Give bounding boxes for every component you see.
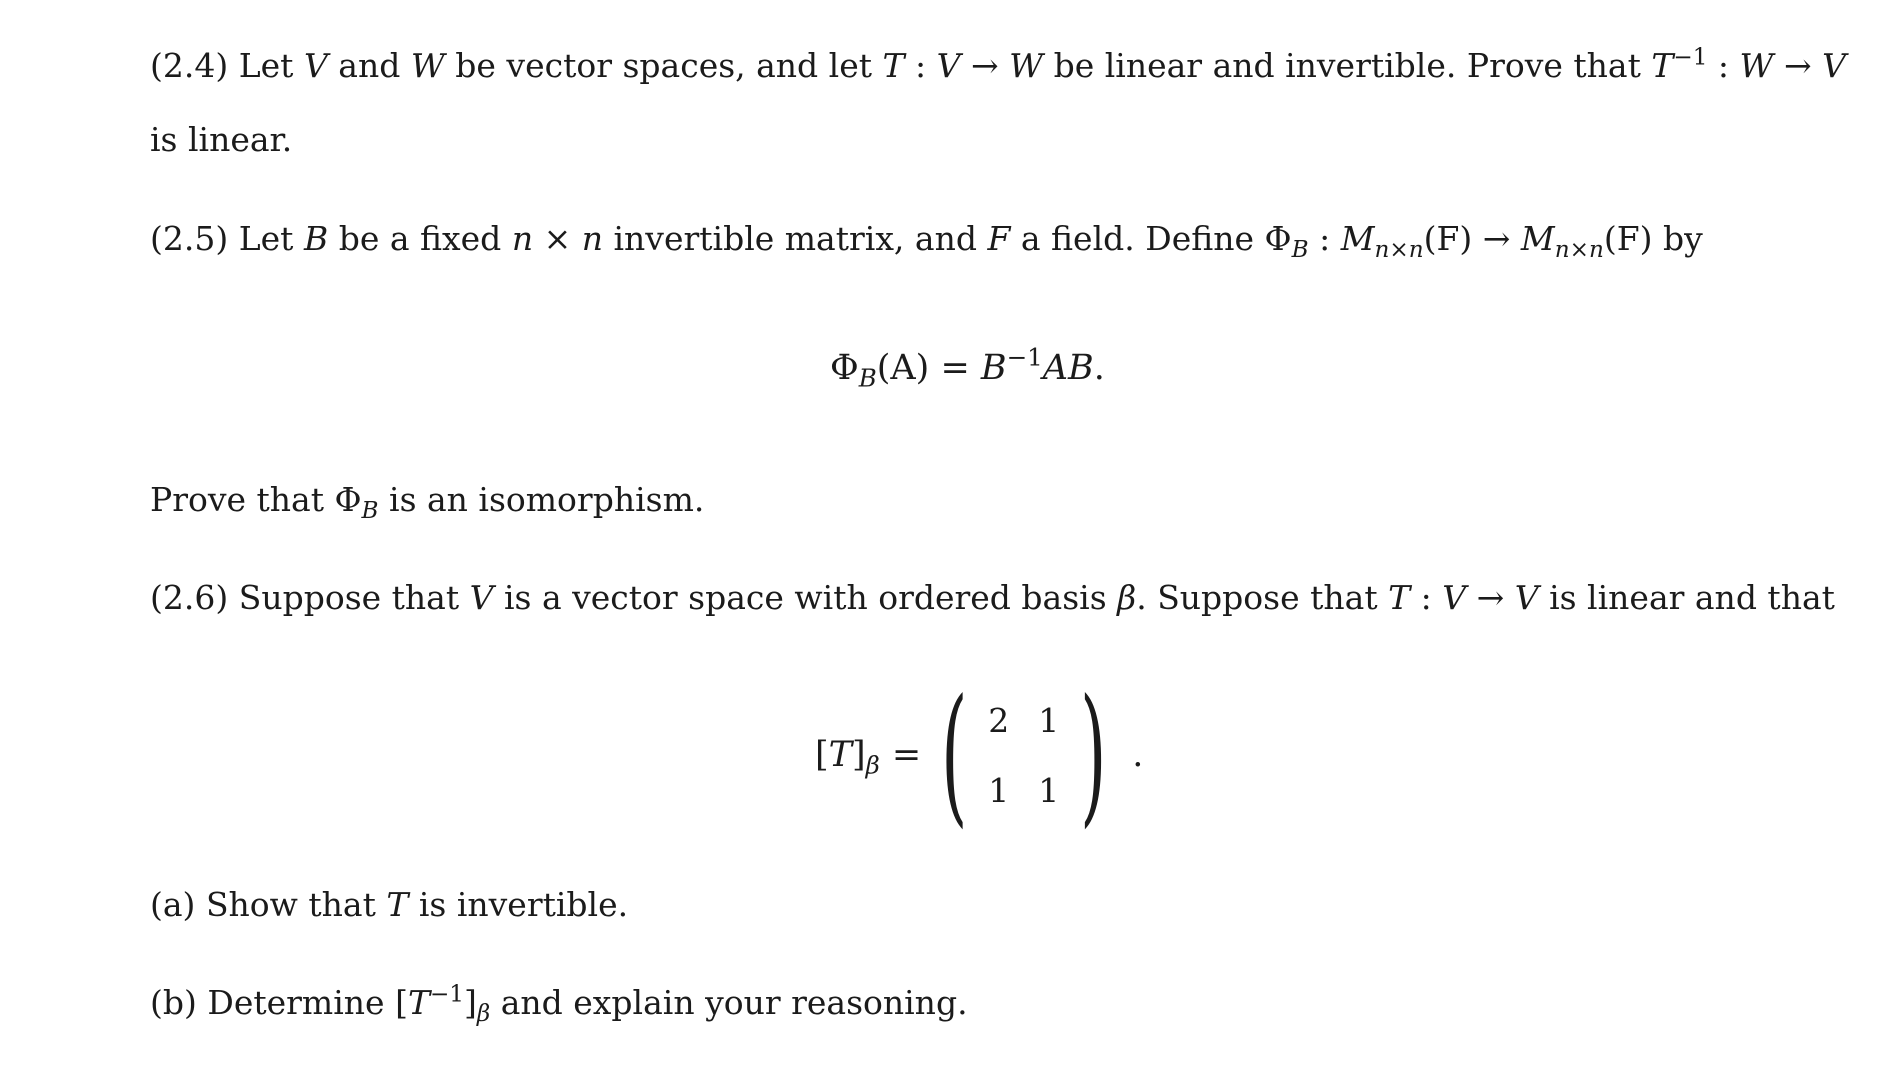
matrix-cell: 1 xyxy=(1038,770,1060,810)
matrix-cell: 1 xyxy=(988,770,1010,810)
matrix-grid xyxy=(974,685,1074,825)
problem-2-5-line-1: (2.5) Let B be a fixed n × n invertible matrix, and F a field. Define $\Phi_B$ : $M_{n\times n}(F) \to M_{n\times n}(F)$ by xyxy=(150,219,1703,263)
problem-2-6-line-1: (2.6) Suppose that V is a vector space with ordered basis β. Suppose that T : V → V is linear and that xyxy=(150,578,1835,617)
matrix-cell: 2 xyxy=(988,700,1010,740)
problem-2-4-line-2: is linear. xyxy=(150,120,293,159)
matrix-cell: 1 xyxy=(1038,700,1060,740)
display-equation-phi: $\Phi_B(A) = B^{-1}AB$. xyxy=(830,342,1105,393)
problem-2-5-prove-line: Prove that $\Phi_B$ is an isomorphism. xyxy=(150,480,705,524)
matrix-label: $[T]_\beta$ xyxy=(815,735,880,780)
problem-2-6-part-b: (b) Determine $[T^{-1}]_\beta$ and explain your reasoning. xyxy=(150,981,968,1027)
right-paren: ) xyxy=(1079,668,1107,842)
problem-number: (2.4) xyxy=(150,46,229,85)
problem-2-4-line-1: (2.4) Let V and W be vector spaces, and let T : V → W be linear and invertible. Prove that $T^{-1}$ : W → V xyxy=(150,44,1846,85)
problem-number: (2.6) xyxy=(150,578,229,617)
problem-2-6-part-a: (a) Show that T is invertible. xyxy=(150,885,629,924)
matrix-display: $[T]_\beta$ = ( 2 1 1 1 ) . xyxy=(815,668,1144,842)
left-paren: ( xyxy=(941,668,968,842)
problem-number: (2.5) xyxy=(150,219,229,258)
